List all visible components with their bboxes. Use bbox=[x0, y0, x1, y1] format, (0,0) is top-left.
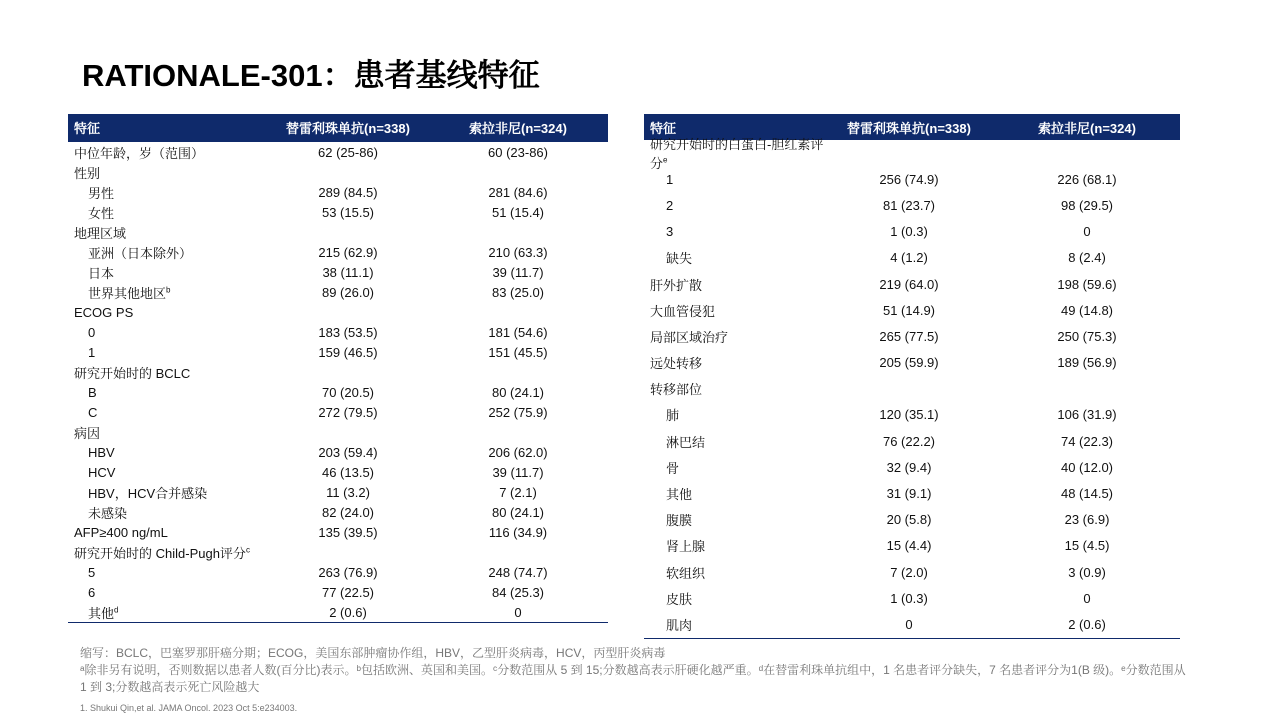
row-label-text: HBV bbox=[88, 444, 115, 460]
row-label bbox=[68, 565, 268, 580]
header-tislelizumab: 替雷利珠单抗(n=338) bbox=[847, 120, 971, 136]
table-row bbox=[68, 502, 608, 522]
table-row bbox=[644, 559, 1180, 585]
table-row bbox=[68, 562, 608, 582]
value-sorafenib: 116 (34.9) bbox=[488, 524, 548, 540]
footnote-marker: e bbox=[663, 155, 668, 165]
row-label-text: 世界其他地区 bbox=[88, 285, 167, 301]
row-label-text: 转移部位 bbox=[650, 382, 703, 398]
value-sorafenib: 39 (11.7) bbox=[492, 264, 544, 280]
value-sorafenib: 98 (29.5) bbox=[1060, 197, 1114, 213]
value-sorafenib: 0 bbox=[1083, 590, 1091, 606]
row-label bbox=[68, 243, 268, 262]
value-sorafenib: 83 (25.0) bbox=[491, 284, 545, 300]
value-tislelizumab: 215 (62.9) bbox=[318, 244, 378, 260]
value-sorafenib: 198 (59.6) bbox=[1057, 276, 1117, 292]
table-row bbox=[644, 480, 1180, 506]
table-row bbox=[644, 192, 1180, 218]
table-row bbox=[644, 245, 1180, 271]
row-label-text: 日本 bbox=[88, 265, 115, 281]
value-sorafenib: 252 (75.9) bbox=[488, 404, 548, 420]
row-label bbox=[644, 458, 824, 477]
value-sorafenib: 48 (14.5) bbox=[1060, 486, 1114, 502]
table-row bbox=[644, 271, 1180, 297]
table-row bbox=[68, 262, 608, 282]
row-label bbox=[644, 510, 824, 529]
header-tislelizumab: 替雷利珠单抗(n=338) bbox=[286, 120, 410, 136]
baseline-table-right bbox=[644, 114, 1180, 639]
value-tislelizumab: 82 (24.0) bbox=[321, 504, 375, 520]
table-row bbox=[644, 533, 1180, 559]
row-label-text: 性别 bbox=[74, 165, 101, 181]
row-label-text: 淋巴结 bbox=[666, 434, 706, 450]
value-tislelizumab: 256 (74.9) bbox=[879, 171, 939, 187]
row-label-text: 未感染 bbox=[88, 505, 128, 521]
row-label-text: 局部区域治疗 bbox=[650, 329, 729, 345]
table-header bbox=[68, 114, 608, 142]
value-tislelizumab: 219 (64.0) bbox=[879, 276, 939, 292]
row-label bbox=[644, 248, 824, 267]
row-label-text: 男性 bbox=[88, 185, 115, 201]
value-tislelizumab: 11 (3.2) bbox=[326, 484, 370, 500]
header-sorafenib: 索拉非尼(n=324) bbox=[1038, 120, 1136, 136]
value-tislelizumab: 32 (9.4) bbox=[886, 459, 932, 475]
value-tislelizumab: 20 (5.8) bbox=[886, 512, 932, 528]
value-sorafenib: 189 (56.9) bbox=[1057, 355, 1117, 371]
row-label-text: 皮肤 bbox=[666, 591, 693, 607]
data-footnote: ᵃ除非另有说明，否则数据以患者人数(百分比)表示。ᵇ包括欧洲、英国和美国。ᶜ分数范围从 5 到 15;分数越高表示肝硬化越严重。ᵈ在替雷利珠单抗组中，1 名患者评分缺失，7 名患者评分为1(B 级)。ᵉ分数范围从 1 到 3;分数越高表示死亡风险越大 bbox=[80, 663, 1186, 694]
value-sorafenib: 2 (0.6) bbox=[1068, 616, 1106, 632]
value-tislelizumab: 76 (22.2) bbox=[882, 433, 936, 449]
table-row bbox=[68, 522, 608, 542]
value-tislelizumab: 70 (20.5) bbox=[321, 384, 375, 400]
value-sorafenib: 226 (68.1) bbox=[1057, 171, 1117, 187]
page-title: RATIONALE-301：患者基线特征 bbox=[82, 58, 540, 93]
reference: 1. Shukui Qin,et al. JAMA Oncol. 2023 Oct 5:e234003. bbox=[80, 703, 298, 713]
table-row bbox=[68, 462, 608, 482]
row-label bbox=[68, 183, 268, 202]
value-sorafenib: 60 (23-86) bbox=[488, 144, 548, 160]
value-tislelizumab: 135 (39.5) bbox=[318, 524, 378, 540]
value-tislelizumab: 203 (59.4) bbox=[318, 444, 378, 460]
value-sorafenib: 7 (2.1) bbox=[499, 484, 537, 500]
table-row bbox=[68, 382, 608, 402]
row-label-text: ECOG PS bbox=[74, 304, 134, 320]
table-row bbox=[644, 402, 1180, 428]
value-sorafenib: 40 (12.0) bbox=[1060, 459, 1114, 475]
row-label-text: 远处转移 bbox=[650, 356, 703, 372]
value-tislelizumab: 0 bbox=[905, 616, 913, 632]
row-label-text: 病因 bbox=[74, 425, 101, 441]
row-label bbox=[68, 163, 268, 182]
table-row bbox=[644, 428, 1180, 454]
table-row bbox=[644, 611, 1180, 637]
value-sorafenib: 0 bbox=[514, 604, 522, 620]
row-label-text: 其他 bbox=[666, 487, 693, 503]
value-sorafenib: 8 (2.4) bbox=[1068, 250, 1106, 266]
table-row bbox=[68, 342, 608, 362]
table-row bbox=[68, 402, 608, 422]
row-label bbox=[68, 445, 268, 460]
value-tislelizumab: 15 (4.4) bbox=[886, 538, 932, 554]
row-label bbox=[644, 275, 824, 294]
row-label-text: 腹膜 bbox=[666, 513, 693, 529]
value-tislelizumab: 89 (26.0) bbox=[321, 284, 375, 300]
value-sorafenib: 39 (11.7) bbox=[492, 464, 544, 480]
value-tislelizumab: 205 (59.9) bbox=[879, 355, 939, 371]
value-tislelizumab: 289 (84.5) bbox=[318, 184, 378, 200]
row-label bbox=[68, 423, 268, 442]
value-sorafenib: 0 bbox=[1083, 224, 1091, 240]
baseline-table-left bbox=[68, 114, 608, 623]
table-row bbox=[68, 362, 608, 382]
row-label bbox=[68, 585, 268, 600]
value-tislelizumab: 51 (14.9) bbox=[882, 302, 936, 318]
table-row bbox=[644, 297, 1180, 323]
value-sorafenib: 23 (6.9) bbox=[1064, 512, 1110, 528]
table-row bbox=[68, 582, 608, 602]
row-label bbox=[68, 325, 268, 340]
row-label bbox=[68, 363, 268, 382]
table-row bbox=[68, 222, 608, 242]
table-row bbox=[644, 376, 1180, 402]
table-row bbox=[68, 162, 608, 182]
value-tislelizumab: 7 (2.0) bbox=[890, 564, 928, 580]
table-row bbox=[68, 182, 608, 202]
table-body bbox=[644, 137, 1180, 638]
row-label bbox=[68, 263, 268, 282]
row-label bbox=[68, 543, 268, 562]
row-label-text: 2 bbox=[666, 197, 674, 213]
table-row bbox=[644, 585, 1180, 611]
row-label bbox=[68, 405, 268, 420]
value-tislelizumab: 265 (77.5) bbox=[879, 328, 939, 344]
row-label-text: 中位年龄，岁（范围） bbox=[74, 145, 205, 161]
row-label-text: 5 bbox=[88, 564, 96, 580]
table-row bbox=[68, 602, 608, 622]
table-row bbox=[68, 442, 608, 462]
value-sorafenib: 80 (24.1) bbox=[491, 384, 545, 400]
value-tislelizumab: 120 (35.1) bbox=[879, 407, 939, 423]
footnote-marker: b bbox=[166, 285, 171, 295]
header-characteristic: 特征 bbox=[74, 120, 101, 136]
row-label bbox=[644, 134, 824, 172]
value-tislelizumab: 62 (25-86) bbox=[318, 144, 378, 160]
row-label bbox=[644, 224, 824, 239]
table-row bbox=[68, 542, 608, 562]
row-label bbox=[68, 345, 268, 360]
row-label-text: B bbox=[88, 384, 97, 400]
row-label-text: 1 bbox=[88, 344, 96, 360]
row-label bbox=[68, 603, 268, 622]
table-row bbox=[68, 142, 608, 162]
row-label-text: C bbox=[88, 404, 98, 420]
table-row bbox=[644, 350, 1180, 376]
row-label bbox=[68, 143, 268, 162]
row-label bbox=[644, 327, 824, 346]
row-label bbox=[644, 563, 824, 582]
value-tislelizumab: 77 (22.5) bbox=[321, 584, 375, 600]
footnotes bbox=[80, 645, 1190, 696]
row-label-text: 肺 bbox=[666, 408, 680, 424]
value-sorafenib: 51 (15.4) bbox=[491, 204, 545, 220]
value-tislelizumab: 81 (23.7) bbox=[882, 197, 936, 213]
row-label bbox=[68, 525, 268, 540]
footnote-marker: c bbox=[245, 545, 250, 555]
row-label bbox=[68, 203, 268, 222]
row-label bbox=[644, 615, 824, 634]
row-label bbox=[68, 223, 268, 242]
row-label bbox=[644, 589, 824, 608]
table-row bbox=[68, 322, 608, 342]
value-tislelizumab: 38 (11.1) bbox=[322, 264, 374, 280]
row-label-text: HCV bbox=[88, 464, 116, 480]
row-label-text: 0 bbox=[88, 324, 96, 340]
table-row bbox=[68, 482, 608, 502]
row-label bbox=[68, 385, 268, 400]
footnote-marker: d bbox=[114, 605, 119, 615]
row-label-text: 骨 bbox=[666, 460, 680, 476]
table-row bbox=[644, 323, 1180, 349]
row-label-text: 肌肉 bbox=[666, 617, 693, 633]
row-label-text: 3 bbox=[666, 224, 674, 240]
value-sorafenib: 281 (84.6) bbox=[488, 184, 548, 200]
table-row bbox=[68, 422, 608, 442]
row-label-text: HBV，HCV合并感染 bbox=[88, 485, 208, 501]
row-label-text: 肝外扩散 bbox=[650, 277, 703, 293]
header-sorafenib: 索拉非尼(n=324) bbox=[469, 120, 567, 136]
value-sorafenib: 84 (25.3) bbox=[491, 584, 545, 600]
table-row bbox=[68, 302, 608, 322]
row-label-text: 研究开始时的 Child-Pugh评分 bbox=[74, 545, 246, 561]
table-row bbox=[644, 454, 1180, 480]
value-sorafenib: 80 (24.1) bbox=[491, 504, 545, 520]
row-label bbox=[68, 503, 268, 522]
row-label bbox=[68, 483, 268, 502]
row-label bbox=[68, 305, 268, 320]
abbreviations-note: 缩写：BCLC，巴塞罗那肝癌分期；ECOG，美国东部肿瘤协作组，HBV，乙型肝炎病毒，HCV，丙型肝炎病毒 bbox=[80, 646, 666, 660]
value-sorafenib: 250 (75.3) bbox=[1057, 328, 1117, 344]
row-label bbox=[644, 484, 824, 503]
table-row bbox=[68, 242, 608, 262]
value-sorafenib: 74 (22.3) bbox=[1060, 433, 1114, 449]
row-label-text: AFP≥400 ng/mL bbox=[74, 524, 168, 540]
row-label-text: 地理区域 bbox=[74, 225, 127, 241]
row-label-text: 亚洲（日本除外） bbox=[88, 245, 193, 261]
row-label-text: 软组织 bbox=[666, 565, 706, 581]
value-sorafenib: 15 (4.5) bbox=[1064, 538, 1110, 554]
row-label bbox=[644, 353, 824, 372]
value-sorafenib: 106 (31.9) bbox=[1057, 407, 1117, 423]
value-tislelizumab: 46 (13.5) bbox=[321, 464, 375, 480]
table-row bbox=[644, 507, 1180, 533]
value-tislelizumab: 263 (76.9) bbox=[318, 564, 378, 580]
row-label bbox=[68, 465, 268, 480]
value-tislelizumab: 53 (15.5) bbox=[321, 204, 375, 220]
value-sorafenib: 210 (63.3) bbox=[488, 244, 548, 260]
table-row bbox=[68, 202, 608, 222]
row-label-text: 1 bbox=[666, 171, 674, 187]
table-bottom-rule bbox=[644, 638, 1180, 639]
row-label bbox=[644, 198, 824, 213]
value-tislelizumab: 159 (46.5) bbox=[318, 344, 378, 360]
row-label bbox=[644, 301, 824, 320]
row-label-text: 大血管侵犯 bbox=[650, 303, 716, 319]
table-row bbox=[644, 219, 1180, 245]
header-characteristic: 特征 bbox=[650, 120, 677, 136]
value-sorafenib: 181 (54.6) bbox=[488, 324, 548, 340]
row-label-text: 缺失 bbox=[666, 251, 693, 267]
value-tislelizumab: 31 (9.1) bbox=[886, 486, 932, 502]
value-tislelizumab: 1 (0.3) bbox=[890, 224, 928, 240]
row-label-text: 6 bbox=[88, 584, 96, 600]
table-bottom-rule bbox=[68, 622, 608, 623]
row-label bbox=[68, 283, 268, 302]
value-sorafenib: 248 (74.7) bbox=[488, 564, 548, 580]
value-tislelizumab: 183 (53.5) bbox=[318, 324, 378, 340]
row-label-text: 研究开始时的 BCLC bbox=[74, 365, 191, 381]
row-label bbox=[644, 405, 824, 424]
table-body bbox=[68, 142, 608, 622]
row-label bbox=[644, 432, 824, 451]
row-label bbox=[644, 536, 824, 555]
row-label-text: 研究开始时的白蛋白-胆红素评分 bbox=[650, 137, 824, 172]
value-sorafenib: 49 (14.8) bbox=[1060, 302, 1114, 318]
value-tislelizumab: 2 (0.6) bbox=[329, 604, 367, 620]
value-tislelizumab: 4 (1.2) bbox=[890, 250, 928, 266]
row-label bbox=[644, 172, 824, 187]
value-tislelizumab: 272 (79.5) bbox=[318, 404, 378, 420]
row-label-text: 女性 bbox=[88, 205, 115, 221]
row-label bbox=[644, 379, 824, 398]
value-sorafenib: 151 (45.5) bbox=[488, 344, 548, 360]
value-tislelizumab: 1 (0.3) bbox=[890, 590, 928, 606]
table-row bbox=[644, 137, 1180, 172]
row-label-text: 肾上腺 bbox=[666, 539, 706, 555]
row-label-text: 其他 bbox=[88, 605, 115, 621]
value-sorafenib: 206 (62.0) bbox=[488, 444, 548, 460]
table-row bbox=[68, 282, 608, 302]
value-sorafenib: 3 (0.9) bbox=[1068, 564, 1106, 580]
